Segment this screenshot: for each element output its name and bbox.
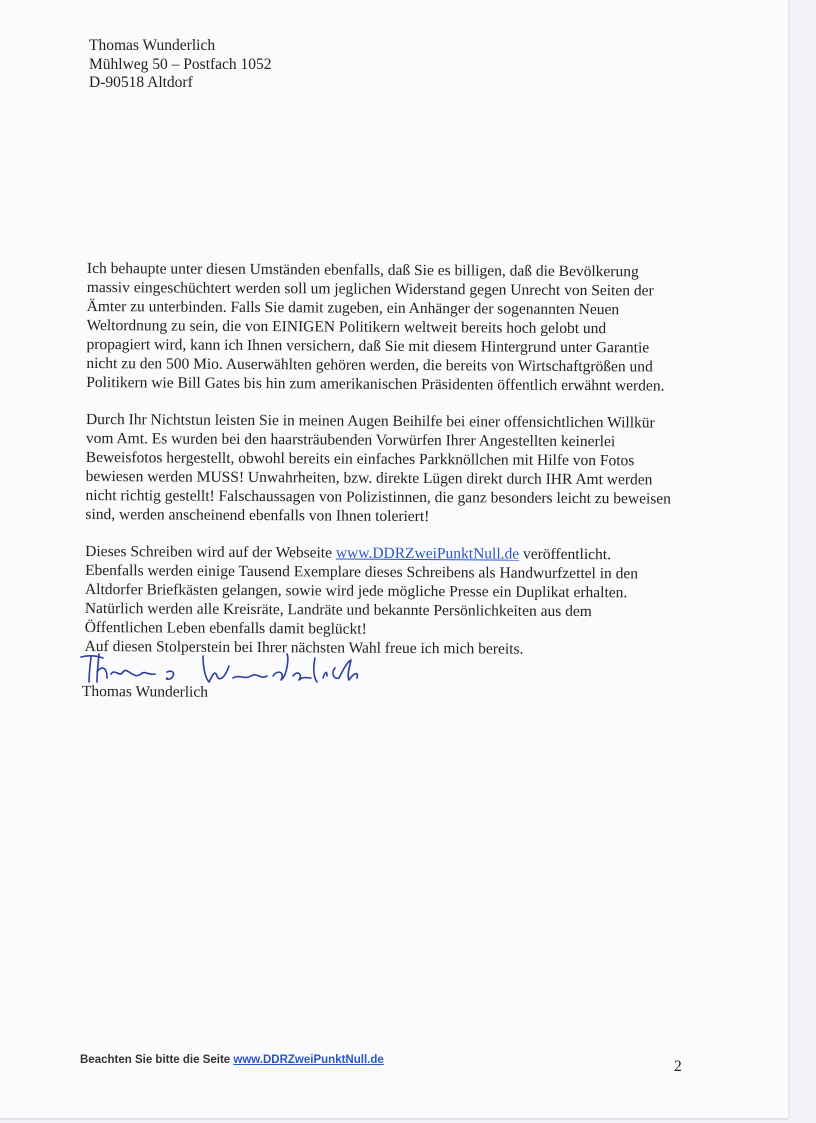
footer-note bbox=[80, 1054, 384, 1066]
page-number: 2 bbox=[674, 1058, 682, 1075]
paragraph-line: bewiesen werden MUSS! Unwahrheiten, bzw. direkte Lügen direkt durch IHR Amt werden bbox=[85, 467, 653, 489]
paragraph-line: sind, werden anscheinend ebenfalls von Ihnen toleriert! bbox=[85, 505, 430, 526]
paragraph-line: vom Amt. Es wurden bei den haarsträubenden Vorwürfen Ihrer Angestellten keinerlei bbox=[85, 429, 616, 451]
website-link[interactable]: www.DDRZweiPunktNull.de bbox=[335, 544, 520, 563]
paragraph-text: Dieses Schreiben wird auf der Webseite bbox=[85, 542, 336, 562]
paragraph-line: Öffentlichen Leben ebenfalls damit beglückt! bbox=[84, 618, 367, 638]
paragraph-line: Weltordnung zu sein, die von EINIGEN Politikern weltweit bereits hoch gelobt und bbox=[86, 316, 607, 338]
paragraph-line: massiv eingeschüchtert werden soll um jeglichen Widerstand gegen Unrecht von Seiten der bbox=[86, 278, 654, 300]
sender-address bbox=[89, 37, 272, 93]
paragraph-line: Auf diesen Stolperstein bei Ihrer nächsten Wahl freue ich mich bereits. bbox=[84, 637, 524, 658]
paragraph-line: Beweisfotos hergestellt, obwohl bereits ein einfaches Parkknöllchen mit Hilfe von Fotos bbox=[85, 448, 635, 470]
sender-city: D-90518 Altdorf bbox=[89, 74, 193, 91]
paragraph-1 bbox=[86, 259, 702, 396]
paragraph-line: Ebenfalls werden einige Tausend Exemplare dieses Schreibens als Handwurfzettel in den bbox=[85, 561, 639, 583]
paragraph-line: Durch Ihr Nichtstun leisten Sie in meinen Augen Beihilfe bei einer offensichtlichen Willkür bbox=[85, 410, 655, 432]
paragraph-line: nicht zu den 500 Mio. Auserwählten gehören werden, die bereits von Wirtschaftgrößen und bbox=[86, 354, 653, 376]
paragraph-line: Politikern wie Bill Gates bis hin zum amerikanischen Präsidenten öffentlich erwähnt werden. bbox=[86, 373, 665, 395]
paragraph-line: propagiert wird, kann ich Ihnen versichern, daß Sie mit diesem Hintergrund unter Garantie bbox=[86, 335, 650, 357]
paragraph-line: nicht richtig gestellt! Falschaussagen von Polizistinnen, die ganz besonders leicht zu beweisen bbox=[85, 486, 672, 508]
paragraph-3 bbox=[85, 542, 701, 660]
paragraph-line: Altdorfer Briefkästen gelangen, sowie wird jede mögliche Presse ein Duplikat erhalten. bbox=[84, 580, 628, 602]
paragraph-line: Ämter zu unterbinden. Falls Sie damit zugeben, ein Anhänger der sogenannten Neuen bbox=[86, 297, 620, 319]
paragraph-line: Ich behaupte unter diesen Umständen ebenfalls, daß Sie es billigen, daß die Bevölkerung bbox=[86, 259, 639, 281]
paragraph-line: Natürlich werden alle Kreisräte, Landräte und bekannte Persönlichkeiten aus dem bbox=[84, 599, 592, 621]
sender-name: Thomas Wunderlich bbox=[89, 37, 216, 54]
paragraph-2 bbox=[85, 410, 701, 528]
letter-body bbox=[85, 259, 702, 660]
paragraph-text: veröffentlicht. bbox=[519, 545, 612, 564]
sender-street: Mühlweg 50 – Postfach 1052 bbox=[89, 55, 272, 73]
footer-text: Beachten Sie bitte die Seite bbox=[80, 1054, 234, 1066]
signature-name: Thomas Wunderlich bbox=[81, 683, 209, 701]
footer-website-link[interactable]: www.DDRZweiPunktNull.de bbox=[233, 1054, 384, 1066]
